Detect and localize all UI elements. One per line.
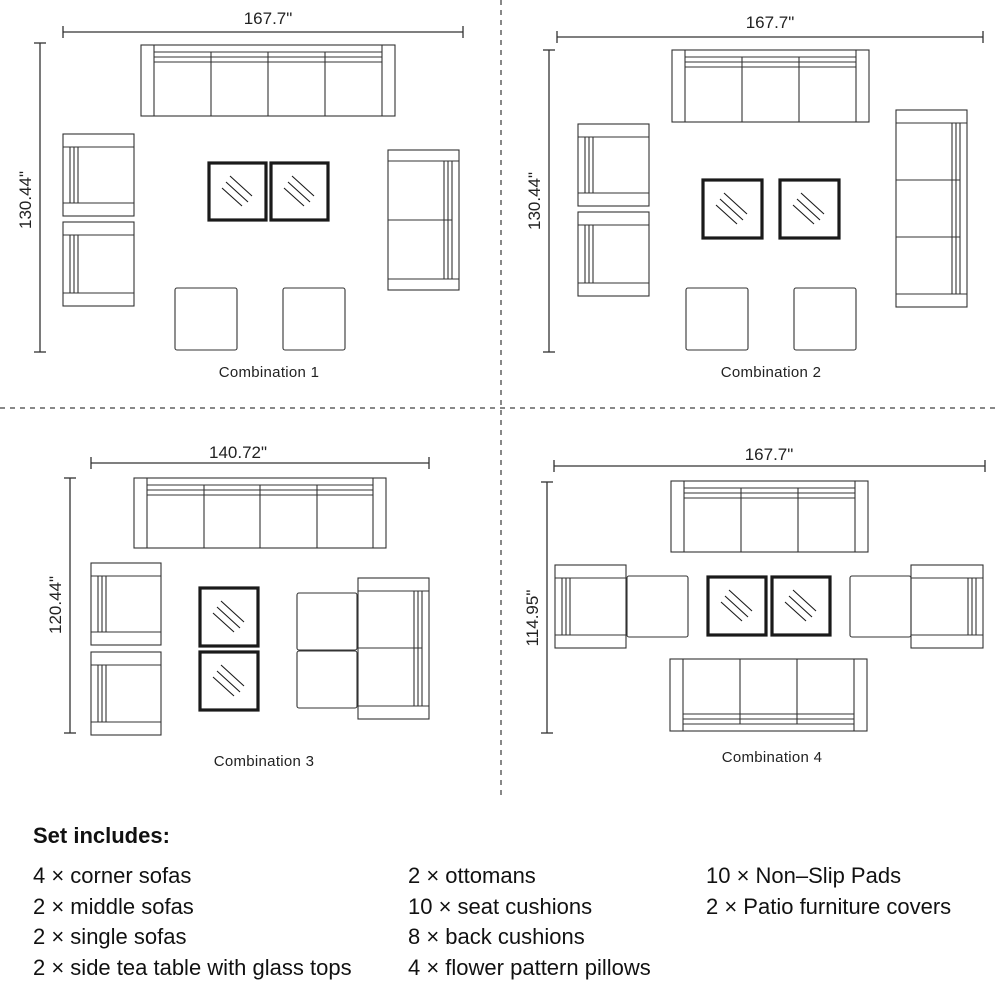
ottoman: [297, 651, 357, 708]
ottoman: [794, 288, 856, 350]
set-item: 8 × back cushions: [408, 924, 585, 949]
set-item: 2 × middle sofas: [33, 893, 194, 919]
ottoman: [850, 576, 911, 637]
three-seat-sofa: [670, 659, 867, 731]
depth-label: 130.44": [16, 170, 35, 230]
single-sofa: [63, 222, 134, 306]
depth-dimension: [523, 482, 553, 733]
set-item: 4 × flower pattern pillows: [408, 954, 651, 980]
depth-label: 114.95": [523, 589, 542, 647]
two-seat-sofa: [358, 578, 429, 719]
combination-1: [16, 9, 463, 381]
ottoman: [283, 288, 345, 350]
glass-tea-table: [200, 652, 258, 710]
glass-tea-table: [209, 163, 266, 220]
set-item: 2 × side tea table with glass tops: [33, 954, 352, 980]
three-seat-sofa: [672, 50, 869, 122]
set-item: 10 × Non–Slip Pads: [706, 863, 902, 888]
ottoman: [175, 288, 237, 350]
single-sofa: [578, 124, 649, 206]
combination-caption: Combination 2: [720, 364, 822, 381]
width-label: 140.72": [208, 443, 268, 462]
width-label: 167.7": [745, 13, 795, 32]
combination-caption: Combination 1: [218, 364, 320, 381]
ottoman: [627, 576, 688, 637]
combination-caption: Combination 3: [213, 753, 315, 770]
width-dimension: [63, 9, 463, 38]
width-dimension: [554, 445, 985, 472]
set-includes-title: Set includes:: [33, 823, 170, 848]
set-includes-column-2: [408, 861, 651, 983]
set-includes-column-1: [33, 861, 352, 983]
glass-tea-table: [708, 577, 766, 635]
single-sofa: [555, 565, 626, 648]
combination-caption: Combination 4: [721, 749, 823, 766]
width-dimension: [91, 443, 429, 469]
set-item: 10 × seat cushions: [408, 893, 593, 919]
combination-4: [523, 445, 985, 766]
glass-tea-table: [772, 577, 830, 635]
width-label: 167.7": [243, 9, 293, 28]
width-dimension: [557, 13, 983, 43]
four-seat-sofa: [141, 45, 395, 116]
single-sofa: [91, 563, 161, 645]
set-item: 2 × ottomans: [408, 863, 536, 888]
single-sofa: [578, 212, 649, 296]
set-includes-column-3: [706, 861, 951, 922]
depth-dimension: [46, 478, 76, 733]
width-label: 167.7": [744, 445, 794, 464]
glass-tea-table: [271, 163, 328, 220]
set-item: 2 × single sofas: [33, 924, 187, 949]
three-seat-sofa: [896, 110, 967, 307]
set-item: 4 × corner sofas: [33, 863, 192, 888]
glass-tea-table: [703, 180, 762, 238]
glass-tea-table: [780, 180, 839, 238]
four-seat-sofa: [134, 478, 386, 548]
depth-label: 120.44": [46, 575, 65, 635]
ottoman: [686, 288, 748, 350]
ottoman: [297, 593, 357, 650]
depth-label: 130.44": [525, 171, 544, 231]
depth-dimension: [16, 43, 46, 352]
two-seat-sofa: [388, 150, 459, 290]
single-sofa: [91, 652, 161, 735]
single-sofa: [911, 565, 983, 648]
combination-2: [525, 13, 983, 381]
glass-tea-table: [200, 588, 258, 646]
single-sofa: [63, 134, 134, 216]
three-seat-sofa: [671, 481, 868, 552]
depth-dimension: [525, 50, 555, 352]
combination-3: [46, 443, 429, 770]
set-item: 2 × Patio furniture covers: [706, 893, 952, 919]
